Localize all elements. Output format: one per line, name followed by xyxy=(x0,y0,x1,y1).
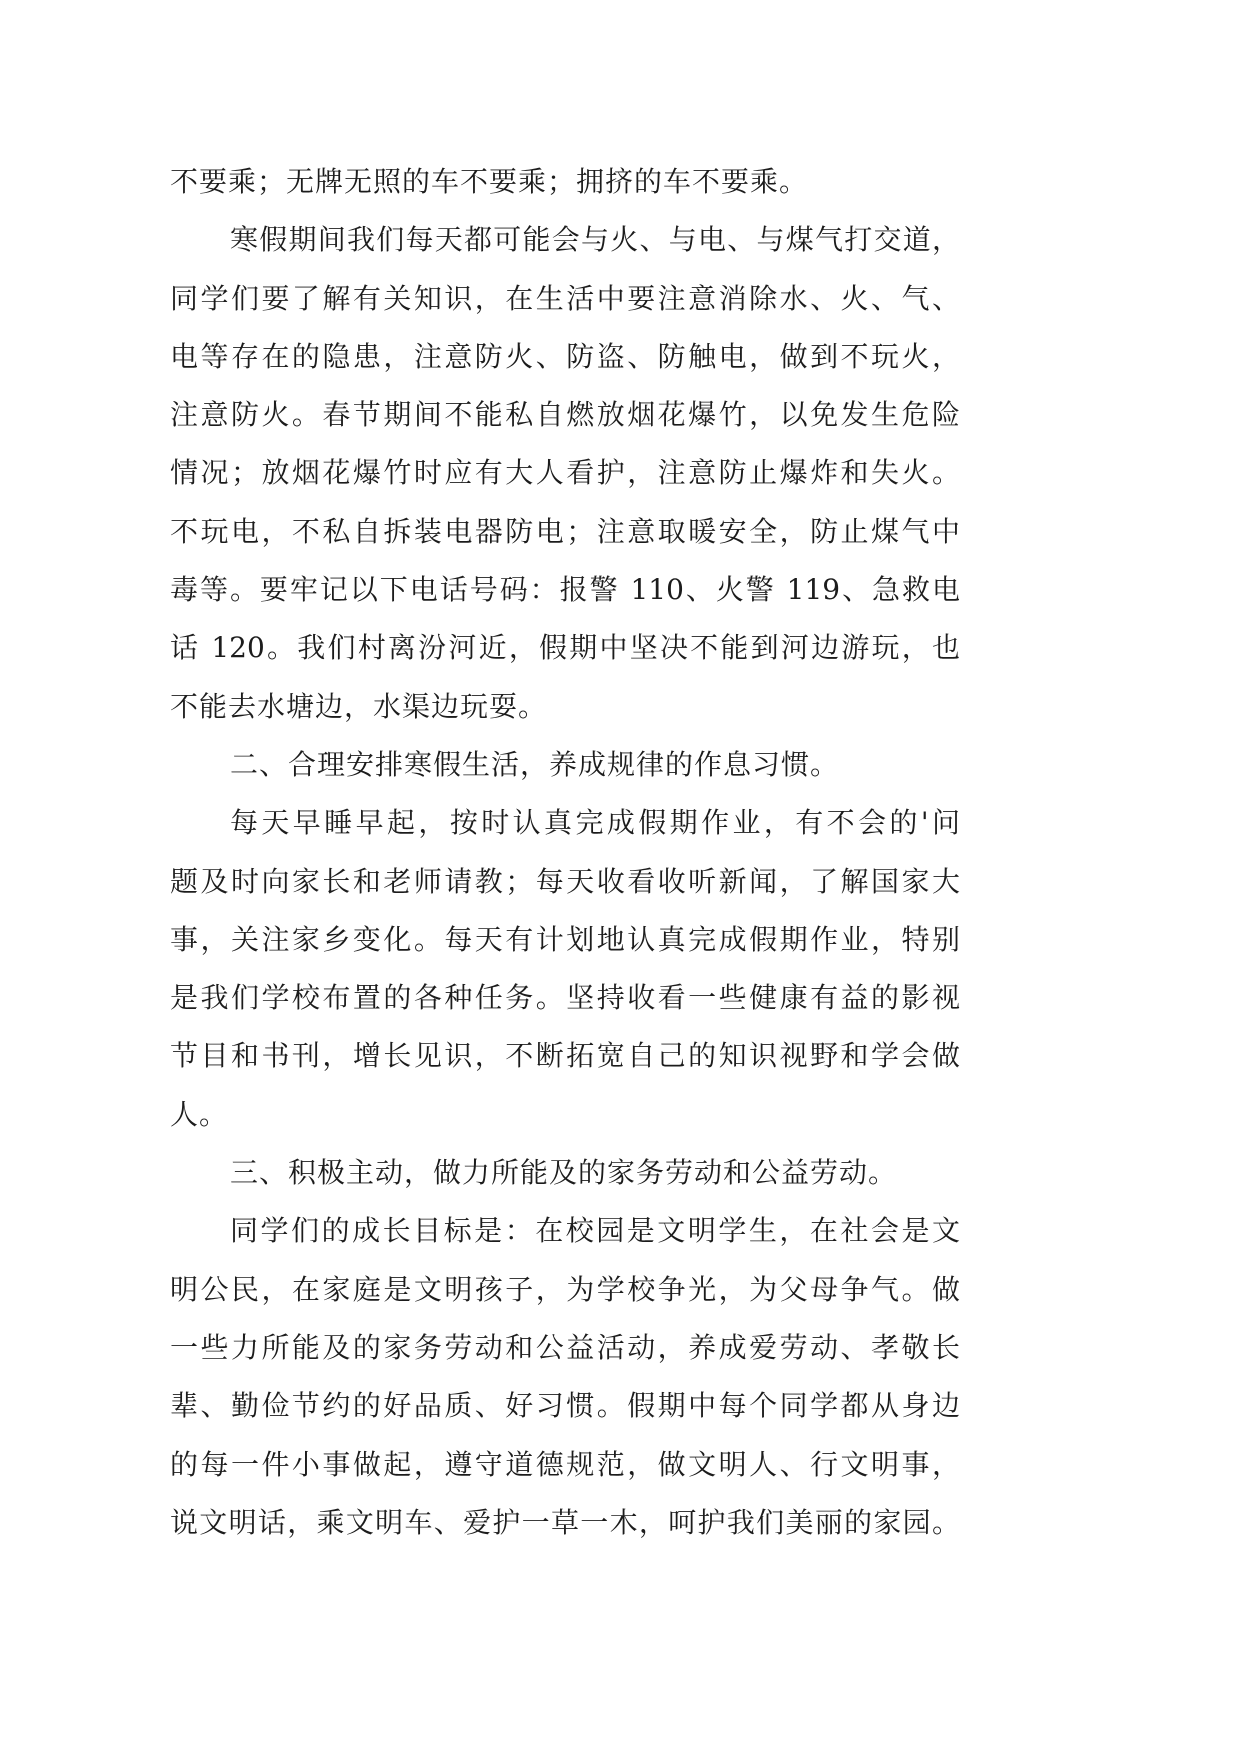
text-line: 明公民，在家庭是文明孩子，为学校争光，为父母争气。做 xyxy=(170,1272,960,1306)
text-line: 辈、勤俭节约的好品质、好习惯。假期中每个同学都从身边 xyxy=(170,1389,960,1423)
section-heading xyxy=(170,736,960,794)
text-line: 电等存在的隐患，注意防火、防盗、防触电，做到不玩火， xyxy=(170,339,960,373)
section-heading xyxy=(170,1144,960,1202)
text-line: 话 120。我们村离汾河近，假期中坚决不能到河边游玩，也 xyxy=(170,631,960,665)
paragraph xyxy=(170,1202,960,1552)
text-line: 不玩电，不私自拆装电器防电；注意取暖安全，防止煤气中 xyxy=(170,514,960,548)
paragraph xyxy=(170,211,960,736)
text-line: 同学们的成长目标是：在校园是文明学生，在社会是文 xyxy=(230,1214,960,1248)
text-line: 事，关注家乡变化。每天有计划地认真完成假期作业，特别 xyxy=(170,922,960,956)
section-heading-line: 三、积极主动，做力所能及的家务劳动和公益劳动。 xyxy=(230,1156,898,1190)
text-line: 不要乘；无牌无照的车不要乘；拥挤的车不要乘。 xyxy=(170,165,809,198)
document-body xyxy=(170,153,960,1552)
text-line: 毒等。要牢记以下电话号码：报警 110、火警 119、急救电 xyxy=(170,573,960,607)
paragraph xyxy=(170,153,960,211)
text-line: 的每一件小事做起，遵守道德规范，做文明人、行文明事， xyxy=(170,1447,960,1481)
text-line: 一些力所能及的家务劳动和公益活动，养成爱劳动、孝敬长 xyxy=(170,1330,960,1364)
text-line: 情况；放烟花爆竹时应有大人看护，注意防止爆炸和失火。 xyxy=(170,456,960,490)
paragraph xyxy=(170,794,960,1144)
text-line: 节目和书刊，增长见识，不断拓宽自己的知识视野和学会做 xyxy=(170,1039,960,1073)
text-line: 说文明话，乘文明车、爱护一草一木，呵护我们美丽的家园。 xyxy=(170,1505,960,1539)
text-line: 是我们学校布置的各种任务。坚持收看一些健康有益的影视 xyxy=(170,981,960,1015)
section-heading-line: 二、合理安排寒假生活，养成规律的作息习惯。 xyxy=(230,747,840,781)
text-line: 人。 xyxy=(170,1097,229,1131)
text-line: 寒假期间我们每天都可能会与火、与电、与煤气打交道， xyxy=(230,223,960,257)
text-line: 注意防火。春节期间不能私自燃放烟花爆竹，以免发生危险 xyxy=(170,398,960,432)
text-line: 不能去水塘边，水渠边玩耍。 xyxy=(170,689,548,723)
text-line: 同学们要了解有关知识，在生活中要注意消除水、火、气、 xyxy=(170,281,960,315)
text-line: 题及时向家长和老师请教；每天收看收听新闻，了解国家大 xyxy=(170,864,960,898)
text-line: 每天早睡早起，按时认真完成假期作业，有不会的'问 xyxy=(230,806,960,840)
